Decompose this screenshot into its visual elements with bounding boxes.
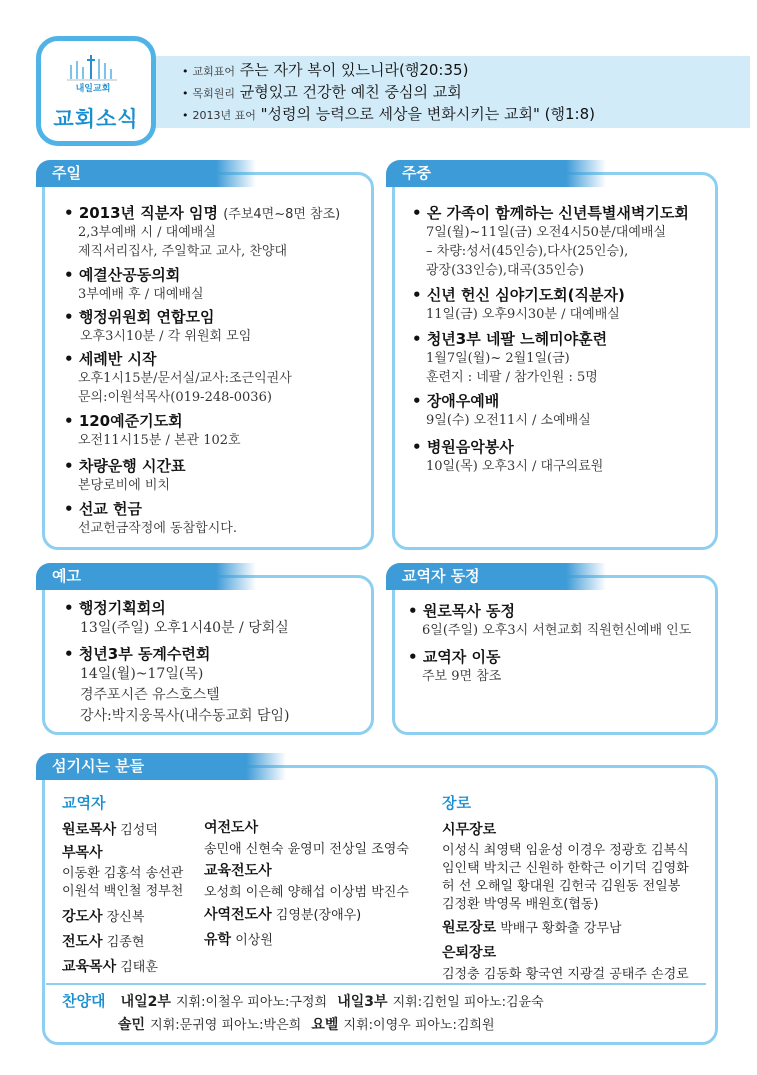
staff-col-evangelists: 여전도사 송민애 신현숙 윤영미 전상일 조영숙 교육전도사 오성희 이은혜 양해섭 이상범 박진수 사역전도사 김영분(장애우) 유학 이상원 (204, 820, 409, 948)
motto-line-1: • 교회표어 주는 자가 복이 있느니라(행20:35) (182, 61, 469, 79)
staff-col-elders: 장로 시무장로 이성식 최영택 임윤성 이경우 정광호 김복식 임인택 박치근 신원하 한학근 이기덕 김영화 허 선 오해일 황대원 김헌국 김원동 전일봉 김정환 박영목 배원호(협동) 원로장로 박배구 황화출 강무남 은퇴장로 김정충 김동화 황국연 지광걸 공태주 손경로 (442, 794, 689, 982)
svg-text:내일교회: 내일교회 (75, 84, 111, 93)
sunday-item-1: • 2013년 직분자 임명 (주보4면~8면 참조) 2,3부예배 시 / 대예배실 제직서리집사, 주일학교 교사, 찬양대 (64, 204, 341, 259)
sunday-item-5: • 120예준기도회 오전11시15분 / 본관 102호 (64, 412, 241, 448)
choir-divider (46, 983, 706, 985)
sunday-item-3: • 행정위원회 연합모임 오후3시10분 / 각 위원회 모임 (64, 308, 252, 344)
weekday-item-2: • 신년 헌신 심야기도회(직분자) 11일(금) 오후9시30분 / 대예배실 (412, 286, 625, 322)
tab-ministers: 교역자 동정 (386, 563, 566, 590)
choir-row-2: 솔민 지휘:문귀영 피아노:박은희 요벨 지휘:이영우 피아노:김희원 (118, 1017, 495, 1033)
choir-row-1: 찬양대 내일2부 지휘:이철우 피아노:구정희 내일3부 지휘:김헌일 피아노:김윤숙 (62, 992, 544, 1010)
tab-weekday: 주중 (386, 160, 566, 187)
sunday-item-6: • 차량운행 시간표 본당로비에 비치 (64, 457, 186, 493)
ministers-item-1: • 원로목사 동정 6일(주일) 오후3시 서현교회 직원헌신예배 인도 (408, 602, 692, 638)
motto-line-3: • 2013년 표어 "성령의 능력으로 세상을 변화시키는 교회" (행1:8) (182, 105, 595, 123)
tab-staff: 섬기시는 분들 (36, 753, 246, 780)
weekday-item-5: • 병원음악봉사 10일(목) 오후3시 / 대구의료원 (412, 438, 604, 474)
church-logo-icon (63, 49, 133, 93)
motto-line-2: • 목회원리 균형있고 건강한 예친 중심의 교회 (182, 83, 462, 101)
sunday-item-7: • 선교 헌금 선교헌금작정에 동참합시다. (64, 500, 237, 536)
sunday-item-2: • 예결산공동의회 3부예배 후 / 대예배실 (64, 266, 204, 302)
ministers-item-2: • 교역자 이동 주보 9면 참조 (408, 648, 502, 684)
weekday-item-1: • 온 가족이 함께하는 신년특별새벽기도회 7일(월)~11일(금) 오전4시50분/대예배실 – 차량:성서(45인승),다사(25인승), 광장(33인승),대곡(35인승) (412, 204, 689, 278)
sunday-item-4: • 세례반 시작 오후1시15분/문서실/교사:조근익권사 문의:이원석목사(019-248-0036) (64, 350, 292, 405)
weekday-item-4: • 장애우예배 9일(수) 오전11시 / 소예배실 (412, 392, 591, 428)
page-title: 교회소식 (53, 107, 139, 131)
church-logo-box (36, 36, 156, 146)
notice-item-2: • 청년3부 동계수련회 14일(월)~17일(목) 경주포시즌 유스호스텔 강사:박지웅목사(내수동교회 담임) (64, 645, 290, 724)
weekday-item-3: • 청년3부 네팔 느헤미야훈련 1월7일(월)~ 2월1일(금) 훈련지 : 네팔 / 참가인원 : 5명 (412, 330, 608, 385)
staff-col-ministers: 교역자 원로목사 김성덕 부목사 이동환 김홍석 송선관 이원석 백인철 정부천 강도사 장신복 전도사 김종현 교육목사 김태훈 (62, 794, 184, 975)
tab-sunday: 주일 (36, 160, 216, 187)
notice-item-1: • 행정기획회의 13일(주일) 오후1시40분 / 당회실 (64, 599, 289, 636)
tab-notice: 예고 (36, 563, 216, 590)
motto-band (150, 56, 750, 128)
